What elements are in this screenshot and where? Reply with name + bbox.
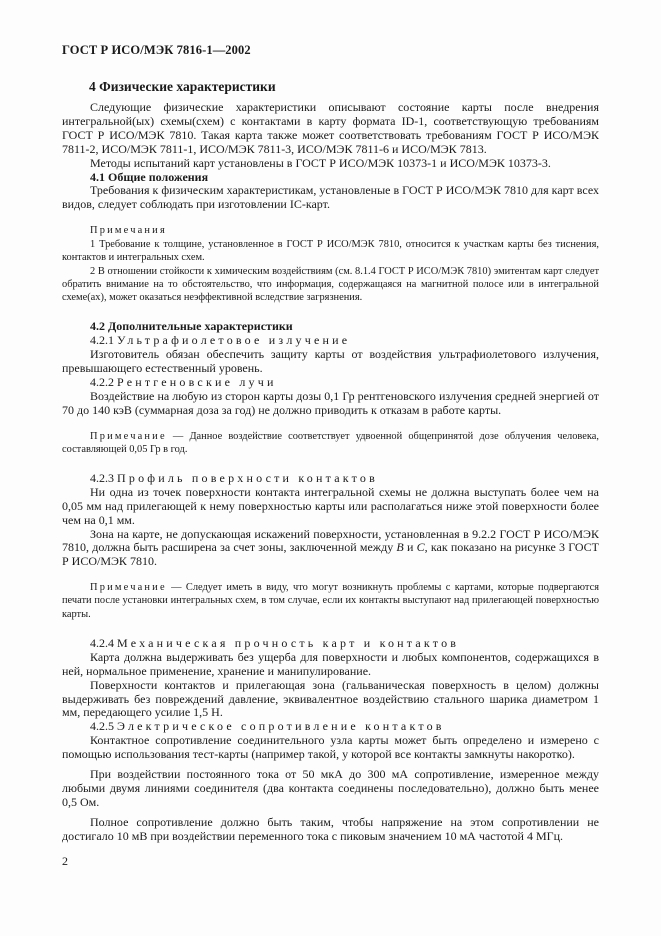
section-4-2-3-text-2a: Зона на карте, не допускающая искажений поверхности, установленная в 9.2.2 ГОСТ Р ИСО/МЭК 7810, должна быть расширена за счет зоны, заключенной между [62, 526, 599, 555]
section-4-2-4-number: 4.2.4 [90, 635, 114, 650]
section-4-2-5-text-2: При воздействии постоянного тока от 50 мкА до 300 мА сопротивление, измеренное между любыми двумя линиями соединителя (два контакта соединены последовательно), должно быть менее 0,5 Ом. [62, 767, 599, 809]
section-4-1-title-text: 4.1 Общие положения [90, 169, 209, 184]
section-4-2-3-text-2 [62, 528, 599, 570]
section-4-2-3-text-2b: , как показано на рисунке 3 ГОСТ Р ИСО/МЭК 7810. [62, 540, 600, 569]
section-4-2-2-heading [62, 376, 599, 390]
and-word: и [403, 540, 417, 555]
section-4-2-title [62, 320, 599, 334]
section-4-2-5-text-3: Полное сопротивление должно быть таким, чтобы напряжение на этом сопротивлении не достигало 10 мВ при воздействии переменного тока с пиковым значением 10 мА частотой 4 МГц. [62, 814, 599, 843]
methods-paragraph: Методы испытаний карт установлены в ГОСТ Р ИСО/МЭК 10373-1 и ИСО/МЭК 10373-3. [90, 155, 551, 170]
section-4-2-2-title: Рентгеновские лучи [117, 374, 277, 389]
section-4-2-4-text-1: Карта должна выдерживать без ущерба для поверхности и любых компонентов, содержащихся в ней, нормальное применение, хранение и манипулирование. [62, 649, 599, 678]
section-4-2-1-title: Ультрафиолетовое излучение [117, 333, 351, 348]
section-4-2-5-text-1: Контактное сопротивление соединительного узла карты может быть определено и измерено с помощью использования тест-карты (например такой, у которой все контакты замкнуты накоротко). [62, 733, 599, 762]
note-4 [62, 581, 599, 621]
note-3-text: — Данное воздействие соответствует удвоенной общепринятой дозе облучения человека, составляющей 0,05 Гр в год. [62, 430, 599, 455]
note-3 [62, 430, 599, 456]
body-text [62, 101, 599, 844]
section-title: 4 Физические характеристики [89, 79, 276, 94]
section-4-2-2-number: 4.2.2 [90, 374, 114, 389]
note-3-head: Примечание [90, 430, 167, 442]
section-4-2-4-title: Механическая прочность карт и контактов [117, 635, 460, 650]
section-4-2-3-number: 4.2.3 [90, 470, 114, 485]
section-4-2-1-number: 4.2.1 [90, 333, 114, 348]
note-2: 2 В отношении стойкости к химическим воздействиям (см. 8.1.4 ГОСТ Р ИСО/МЭК 7810) эмитентам карт следует обратить внимание на то обстоятельство, что информация, содержащаяся на магнитной полосе или в интегральной схеме(ах), может оказаться неэффективной вследствие загрязнения. [62, 265, 599, 303]
page-number: 2 [62, 854, 68, 868]
notes-heading: Примечания [90, 225, 167, 237]
section-4-2-title-text: 4.2 Дополнительные характеристики [90, 319, 293, 334]
zone-c-label: C [416, 540, 425, 555]
section-4-2-3-heading [62, 472, 599, 486]
section-4-2-1-text: Изготовитель обязан обеспечить защиту карты от воздействия ультрафиолетового излучения, превышающего естественный уровень. [62, 346, 599, 375]
zone-b-label: B [396, 540, 404, 555]
intro-paragraph: Следующие физические характеристики описывают состояние карты после внедрения интегральной(ых) схемы(схем) с контактами в карту формата ID-1, соответствующую требованиям ГОСТ Р ИСО/МЭК 7810. Такая карта также может соответствовать требованиям ГОСТ Р ИСО/МЭК 7811-2, ИСО/МЭК 7811-1, ИСО/МЭК 7811-3, ИСО/МЭК 7811-6 и ИСО/МЭК 7813. [62, 100, 599, 156]
section-4-2-5-title: Электрическое сопротивление контактов [117, 719, 445, 734]
section-4-2-1-heading [62, 334, 599, 348]
note-4-head: Примечание [90, 582, 167, 594]
section-4-1-title [62, 171, 599, 185]
section-4-2-5-number: 4.2.5 [90, 719, 114, 734]
section-4-2-4-heading [62, 637, 599, 651]
section-4-2-3-text-1: Ни одна из точек поверхности контакта интегральной схемы не должна выступать более чем на 0,05 мм над прилегающей к нему поверхностью карты или располагаться ниже этой поверхности более чем на 0,1 мм. [62, 484, 599, 527]
section-4-1-text: Требования к физическим характеристикам, установленые в ГОСТ Р ИСО/МЭК 7810 для карт всех видов, следует соблюдать при изготовлении IC-карт. [62, 183, 599, 212]
section-4-2-5-heading [62, 720, 599, 734]
note-4-text: — Следует иметь в виду, что могут возникнуть проблемы с картами, которые подвергаются печати после установки интегральных схем, в том случае, если их контакты выступают над прилегающей поверхностью карты. [62, 582, 599, 620]
section-4-2-3-title: Профиль поверхности контактов [117, 470, 378, 485]
note-1: 1 Требование к толщине, установленное в ГОСТ Р ИСО/МЭК 7810, относится к участкам карты без тиснения, контактов и интегральных схем. [62, 239, 599, 264]
section-4-2-4-text-2: Поверхности контактов и прилегающая зона (гальваническая поверхность в целом) должны выдерживать без повреждений давление, эквивалентное воздействию стального шарика диаметром 1 мм, передающего усилие 1,5 Н. [62, 677, 599, 720]
section-4-2-2-text: Воздействие на любую из сторон карты дозы 0,1 Гр рентгеновского излучения средней энергией от 70 до 140 кэВ (суммарная доза за год) не должно приводить к отказам в работе карты. [62, 388, 599, 417]
page-header: ГОСТ Р ИСО/МЭК 7816-1—2002 [62, 43, 251, 57]
